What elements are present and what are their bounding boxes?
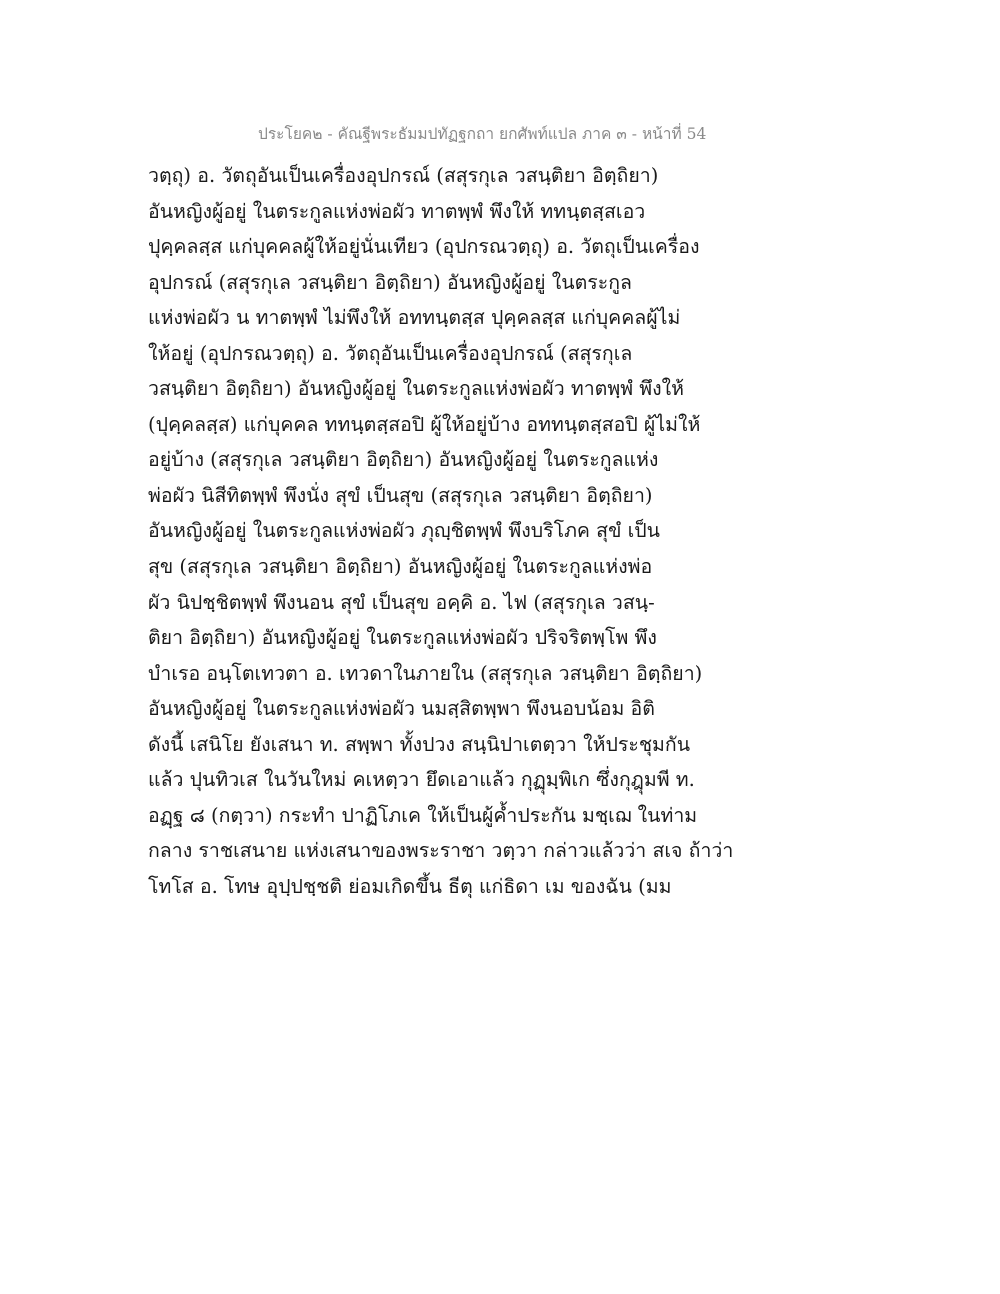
- text-line: บำเรอ อนฺโตเทวตา อ. เทวดาในภายใน (สสุรกุเล วสนฺติยา อิตฺถิยา): [148, 661, 703, 685]
- text-line: อุปกรณ์ (สสุรกุเล วสนฺติยา อิตฺถิยา) อันหญิงผู้อยู่ ในตระกูล: [148, 270, 632, 294]
- text-line: แห่งพ่อผัว น ทาตพฺพํ ไม่พึงให้ อททนฺตสฺส ปุคฺคลสฺส แก่บุคคลผู้ไม่: [148, 306, 681, 330]
- text-line: โทโส อ. โทษ อุปฺปชฺชติ ย่อมเกิดขึ้น ธีตุ แก่ธิดา เม ของฉัน (มม: [148, 874, 672, 898]
- text-line: อฏฺฐ ๘ (กตฺวา) กระทำ ปาฏิโภเค ให้เป็นผู้ค้ำประกัน มชฺเฌ ในท่าม: [148, 803, 698, 827]
- text-line: กลาง ราชเสนาย แห่งเสนาของพระราชา วตฺวา กล่าวแล้วว่า สเจ ถ้าว่า: [148, 839, 734, 863]
- text-line: พ่อผัว นิสีทิตพฺพํ พึงนั่ง สุขํ เป็นสุข (สสุรกุเล วสนฺติยา อิตฺถิยา): [148, 483, 653, 507]
- text-line: ปุคฺคลสฺส แก่บุคคลผู้ให้อยู่นั่นเทียว (อุปกรณวตฺถุ) อ. วัตถุเป็นเครื่อง: [148, 235, 700, 259]
- text-line: วสนฺติยา อิตฺถิยา) อันหญิงผู้อยู่ ในตระกูลแห่งพ่อผัว ทาตพฺพํ พึงให้: [148, 377, 685, 401]
- body-text: [148, 158, 738, 904]
- text-line: อันหญิงผู้อยู่ ในตระกูลแห่งพ่อผัว ภุญฺชิตพฺพํ พึงบริโภค สุขํ เป็น: [148, 519, 660, 543]
- text-line: ผัว นิปชฺชิตพฺพํ พึงนอน สุขํ เป็นสุข อคฺคิ อ. ไฟ (สสุรกุเล วสนฺ-: [148, 590, 655, 614]
- text-line: แล้ว ปุนทิวเส ในวันใหม่ คเหตฺวา ยึดเอาแล้ว กุฏุมฺพิเก ซึ่งกุฎุมพี ท.: [148, 768, 695, 792]
- text-line: ติยา อิตฺถิยา) อันหญิงผู้อยู่ ในตระกูลแห่งพ่อผัว ปริจริตพฺโพ พึง: [148, 626, 657, 650]
- text-line: ดังนี้ เสนิโย ยังเสนา ท. สพฺพา ทั้งปวง สนฺนิปาเตตฺวา ให้ประชุมกัน: [148, 732, 691, 756]
- text-line: วตฺถุ) อ. วัตถุอันเป็นเครื่องอุปกรณ์ (สสุรกุเล วสนฺติยา อิตฺถิยา): [148, 164, 659, 187]
- text-line: อันหญิงผู้อยู่ ในตระกูลแห่งพ่อผัว นมสฺสิตพฺพา พึงนอบน้อม อิติ: [148, 697, 655, 721]
- text-line: อันหญิงผู้อยู่ ในตระกูลแห่งพ่อผัว ทาตพฺพํ พึงให้ ททนฺตสฺสเอว: [148, 199, 646, 223]
- text-line: อยู่บ้าง (สสุรกุเล วสนฺติยา อิตฺถิยา) อันหญิงผู้อยู่ ในตระกูลแห่ง: [148, 448, 659, 472]
- page-header: ประโยค๒ - คัณฐีพระธัมมปทัฏฐกถา ยกศัพท์แปล ภาค ๓ - หน้าที่ 54: [258, 125, 707, 143]
- text-line: (ปุคฺคลสฺส) แก่บุคคล ททนฺตสฺสอปิ ผู้ให้อยู่บ้าง อททนฺตสฺสอปิ ผู้ไม่ให้: [148, 412, 701, 436]
- text-line: สุข (สสุรกุเล วสนฺติยา อิตฺถิยา) อันหญิงผู้อยู่ ในตระกูลแห่งพ่อ: [148, 555, 653, 579]
- text-line: ให้อยู่ (อุปกรณวตฺถุ) อ. วัตถุอันเป็นเครื่องอุปกรณ์ (สสุรกุเล: [148, 341, 633, 365]
